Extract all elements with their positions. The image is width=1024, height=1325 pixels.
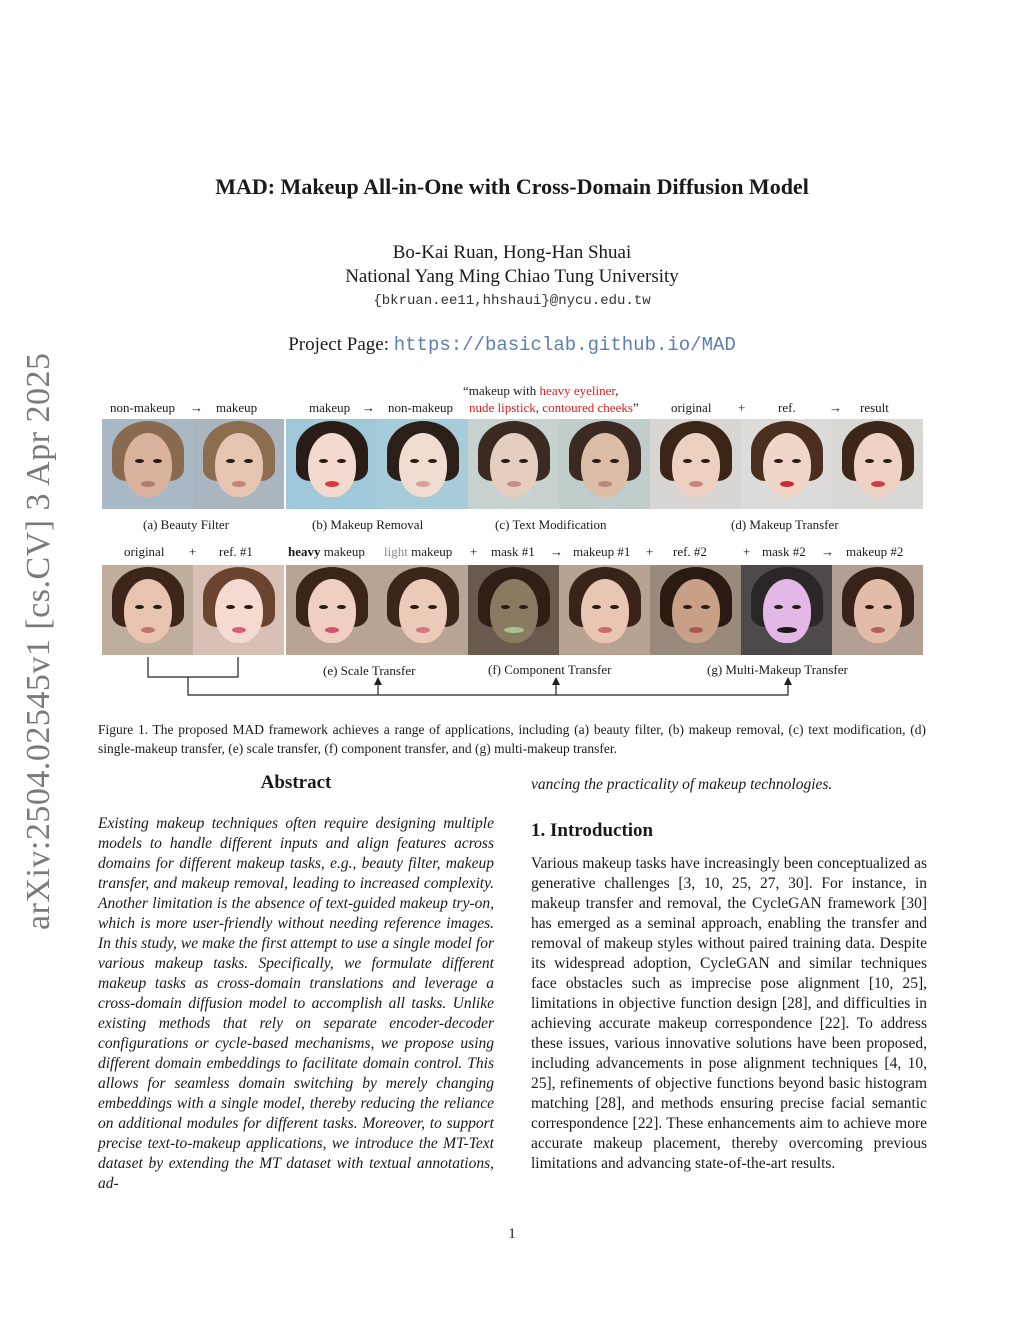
photo-makeup-2 <box>832 565 923 655</box>
photo-text-output <box>559 419 650 509</box>
author-email[interactable]: {bkruan.ee11,hhshaui}@nycu.edu.tw <box>373 293 651 309</box>
author-block <box>0 241 1024 289</box>
plus-label: + <box>738 400 746 415</box>
arrow-label: → <box>550 544 563 559</box>
photo-removal-input <box>286 419 377 509</box>
figure-caption: Figure 1. The proposed MAD framework achieves a range of applications, including (a) beauty filter, (b) makeup removal, (c) text modification, (d) single-makeup transfer, (e) scale transfer, (f) component transfer, and (g) multi-makeup transfer. <box>98 722 926 756</box>
photo-beauty-input <box>102 419 193 509</box>
arrow-label: → <box>829 400 842 415</box>
label-makeup: makeup <box>309 400 351 415</box>
label-heavy-makeup: heavy makeup <box>288 544 365 559</box>
abstract-body: Existing makeup techniques often require designing multiple models to handle different inputs and align features across domains for different makeup tasks, e.g., beauty filter, makeup transfer, and makeup removal, leading to increased complexity. Another limitation is the absence of text-guided makeup try-on, which is more user-friendly without needing reference images. In this study, we make the first attempt to use a single model for various makeup tasks. Specifically, we formulate different makeup tasks as cross-domain translations and leverage a cross-domain diffusion model to accomplish all tasks. Unlike existing methods that rely on separate encoder-decoder configurations or cycle-based mechanisms, we propose using different domain embeddings to facilitate domain control. This allows for seamless domain switching by merely changing embeddings with a single model, thereby reducing the reliance on additional modules for different tasks. Moreover, to support precise text-to-makeup applications, we introduce the MT-Text dataset by extending the MT dataset with textual annotations, ad- <box>98 815 494 1192</box>
project-label: Project Page: <box>288 334 389 355</box>
paper-title: MAD: Makeup All-in-One with Cross-Domain Diffusion Model <box>215 174 809 199</box>
page-number: 1 <box>508 1226 516 1242</box>
label-mask-2: mask #2 <box>762 544 806 559</box>
photo-text-input <box>468 419 559 509</box>
caption-multi-makeup-transfer: (g) Multi-Makeup Transfer <box>707 662 848 677</box>
text-prompt-line1: “makeup with heavy eyeliner, <box>463 383 619 398</box>
photo-mask-1 <box>468 565 559 655</box>
arrow-label: → <box>190 400 203 415</box>
photo-ref-2 <box>650 565 741 655</box>
label-non-makeup: non-makeup <box>388 400 453 415</box>
affiliation: National Yang Ming Chiao Tung University <box>345 266 679 287</box>
photo-transfer-original <box>650 419 741 509</box>
project-url-link[interactable]: https://basiclab.github.io/MAD <box>393 334 736 356</box>
project-page <box>0 334 1024 356</box>
label-ref: ref. <box>778 400 796 415</box>
label-ref-2: ref. #2 <box>673 544 707 559</box>
caption-makeup-transfer: (d) Makeup Transfer <box>731 517 839 532</box>
abstract-heading: Abstract <box>260 772 332 793</box>
arrow-label: → <box>362 400 375 415</box>
label-light-makeup: light makeup <box>384 544 453 559</box>
photo-light-makeup <box>377 565 468 655</box>
caption-makeup-removal: (b) Makeup Removal <box>312 517 424 532</box>
authors: Bo-Kai Ruan, Hong-Han Shuai <box>392 242 632 263</box>
label-result: result <box>860 400 889 415</box>
label-original: original <box>124 544 165 559</box>
photo-makeup-1 <box>559 565 650 655</box>
photo-scale-original <box>102 565 193 655</box>
plus-label: + <box>743 544 751 559</box>
caption-beauty-filter: (a) Beauty Filter <box>143 517 229 532</box>
introduction-body: Various makeup tasks have increasingly been conceptualized as generative challenges [3, 10, 25, 27, 30]. For instance, in makeup transfer and removal, the CycleGAN framework [30] has emerged as a seminal approach, enabling the transfer and removal of makeup styles without paired training data. Despite its widespread adoption, CycleGAN and similar techniques face obstacles such as imprecise pose alignment [10, 25], limitations in objective function design [28], and difficulties in achieving accurate makeup correspondence [22]. To address these issues, various innovative solutions have been proposed, including advancements in pose alignment techniques [4, 10, 25], refinements of objective functions beyond basic histogram matching [28], and methods ensuring precise facial semantic correspondence [22]. These enhancements aim to achieve more accurate makeup placement, thereby overcoming previous limitations and advancing state-of-the-art results. <box>531 855 927 1172</box>
arxiv-identifier: arXiv:2504.02545v1 [cs.CV] 3 Apr 2025 <box>20 352 57 930</box>
label-makeup-2: makeup #2 <box>846 544 904 559</box>
photo-removal-output <box>377 419 468 509</box>
photo-transfer-result <box>832 419 923 509</box>
label-ref-1: ref. #1 <box>219 544 253 559</box>
label-makeup: makeup <box>216 400 258 415</box>
photo-mask-2 <box>741 565 832 655</box>
text-prompt-line2: nude lipstick, contoured cheeks” <box>469 400 639 415</box>
plus-label: + <box>646 544 654 559</box>
caption-text-modification: (c) Text Modification <box>495 517 607 532</box>
plus-label: + <box>470 544 478 559</box>
label-original: original <box>671 400 712 415</box>
label-mask-1: mask #1 <box>491 544 535 559</box>
caption-component-transfer: (f) Component Transfer <box>488 662 612 677</box>
arrow-label: → <box>821 544 834 559</box>
label-non-makeup: non-makeup <box>110 400 175 415</box>
photo-heavy-makeup <box>286 565 377 655</box>
photo-transfer-ref <box>741 419 832 509</box>
abstract-continued: vancing the practicality of makeup technologies. <box>531 776 833 793</box>
label-makeup-1: makeup #1 <box>573 544 631 559</box>
photo-scale-ref-1 <box>193 565 284 655</box>
introduction-heading: 1. Introduction <box>531 820 654 841</box>
caption-scale-transfer: (e) Scale Transfer <box>323 663 416 678</box>
plus-label: + <box>189 544 197 559</box>
photo-beauty-output <box>193 419 284 509</box>
